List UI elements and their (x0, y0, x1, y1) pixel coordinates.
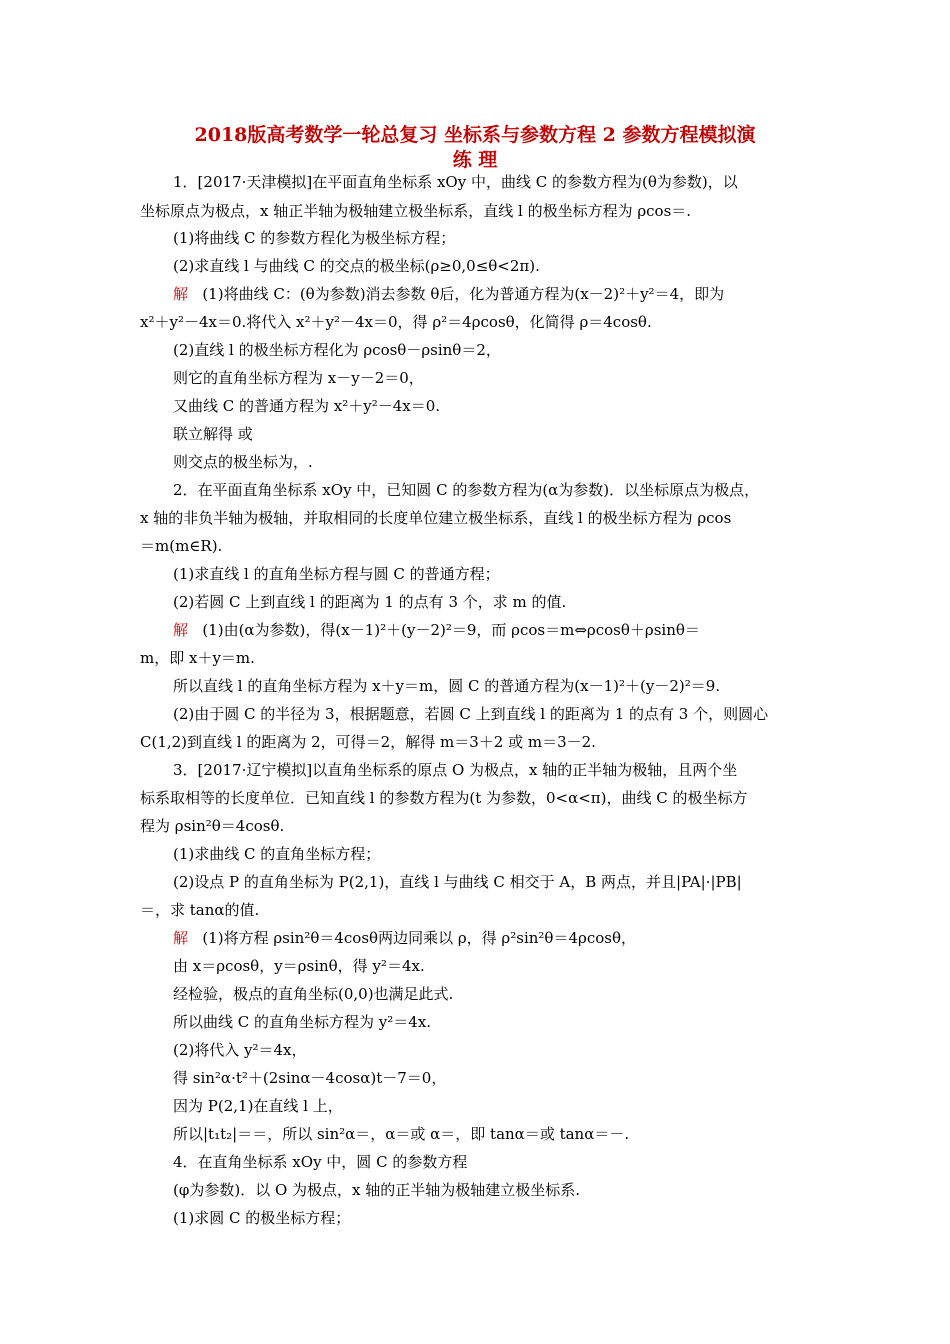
text-line: 由 x＝ρcosθ，y＝ρsinθ，得 y²＝4x. (173, 957, 425, 975)
text-line: 又曲线 C 的普通方程为 x²＋y²－4x＝0. (173, 397, 441, 415)
solution-marker: 解 (173, 929, 189, 947)
text-line: 4．在直角坐标系 xOy 中，圆 C 的参数方程 (173, 1153, 468, 1171)
text-line: (2)将代入 y²＝4x， (173, 1041, 307, 1059)
text-line: 坐标原点为极点，x 轴正半轴为极轴建立极坐标系，直线 l 的极坐标方程为 ρcos＝. (140, 202, 692, 220)
document-title (130, 123, 820, 173)
text-line: (1)求直线 l 的直角坐标方程与圆 C 的普通方程； (173, 565, 500, 583)
title-line-1: 2018版高考数学一轮总复习 坐标系与参数方程 2 参数方程模拟演 (194, 124, 756, 146)
text-line: (φ为参数)．以 O 为极点，x 轴的正半轴为极轴建立极坐标系. (173, 1181, 581, 1199)
text-line: 3．[2017·辽宁模拟]以直角坐标系的原点 O 为极点，x 轴的正半轴为极轴，且两个坐 (173, 761, 738, 779)
text-line: (1)将曲线 C 的参数方程化为极坐标方程； (173, 229, 456, 247)
text-line: x²＋y²－4x＝0.将代入 x²＋y²－4x＝0，得 ρ²＝4ρcosθ，化简得 ρ＝4cosθ. (140, 313, 652, 331)
text-line: 因为 P(2,1)在直线 l 上， (173, 1097, 343, 1115)
text-line: 则它的直角坐标方程为 x－y－2＝0， (173, 369, 424, 387)
text-line: (2)求直线 l 与曲线 C 的交点的极坐标(ρ≥0,0≤θ<2π). (173, 257, 540, 275)
solution-line: 解 (1)将方程 ρsin²θ＝4cosθ两边同乘以 ρ，得 ρ²sin²θ＝4ρcosθ， (173, 929, 636, 947)
text-line: 经检验，极点的直角坐标(0,0)也满足此式. (173, 985, 454, 1003)
text-line: 得 sin²α·t²＋(2sinα－4cosα)t－7＝0， (173, 1069, 447, 1087)
text-line: 联立解得 或 (173, 425, 253, 443)
solution-line: 解 (1)将曲线 C：(θ为参数)消去参数 θ后，化为普通方程为(x－2)²＋y²＝4，即为 (173, 285, 725, 303)
text-line: x 轴的非负半轴为极轴，并取相同的长度单位建立极坐标系，直线 l 的极坐标方程为 ρcos (140, 509, 732, 527)
solution-marker: 解 (173, 285, 189, 303)
title-line-2: 练 理 (452, 149, 498, 171)
text-line: m，即 x＋y＝m. (140, 649, 255, 667)
text-line: 2．在平面直角坐标系 xOy 中，已知圆 C 的参数方程为(α为参数)．以坐标原点为极点， (173, 481, 760, 499)
text-line: ＝m(m∈R). (140, 537, 223, 555)
text-line: (2)设点 P 的直角坐标为 P(2,1)，直线 l 与曲线 C 相交于 A，B 两点，并且|PA|·|PB| (173, 873, 742, 891)
text-line: (1)求圆 C 的极坐标方程； (173, 1209, 351, 1227)
text-line: 标系取相等的长度单位．已知直线 l 的参数方程为(t 为参数，0<α<π)，曲线 C 的极坐标方 (140, 789, 748, 807)
text-line: 所以|t₁t₂|＝＝，所以 sin²α＝，α＝或 α＝，即 tanα＝或 tanα＝－. (173, 1125, 630, 1143)
text-line: (1)求曲线 C 的直角坐标方程； (173, 845, 381, 863)
text-line: (2)若圆 C 上到直线 l 的距离为 1 的点有 3 个，求 m 的值. (173, 593, 567, 611)
text-line: 程为 ρsin²θ＝4cosθ. (140, 817, 285, 835)
text-line: 1．[2017·天津模拟]在平面直角坐标系 xOy 中，曲线 C 的参数方程为(θ为参数)，以 (173, 173, 738, 191)
solution-line: 解 (1)由(α为参数)，得(x－1)²＋(y－2)²＝9，而 ρcos＝m⇔ρcosθ＋ρsinθ＝ (173, 621, 700, 639)
text-line: (2)直线 l 的极坐标方程化为 ρcosθ－ρsinθ＝2， (173, 341, 501, 359)
text-line: (2)由于圆 C 的半径为 3，根据题意，若圆 C 上到直线 l 的距离为 1 的点有 3 个，则圆心 (173, 705, 769, 723)
text-line: 所以曲线 C 的直角坐标方程为 y²＝4x. (173, 1013, 432, 1031)
text-line: ＝，求 tanα的值. (140, 901, 260, 919)
text-line: C(1,2)到直线 l 的距离为 2，可得＝2，解得 m＝3＋2 或 m＝3－2. (140, 733, 596, 751)
text-line: 则交点的极坐标为，. (173, 453, 313, 471)
solution-marker: 解 (173, 621, 189, 639)
text-line: 所以直线 l 的直角坐标方程为 x＋y＝m，圆 C 的普通方程为(x－1)²＋(y－2)²＝9. (173, 677, 721, 695)
